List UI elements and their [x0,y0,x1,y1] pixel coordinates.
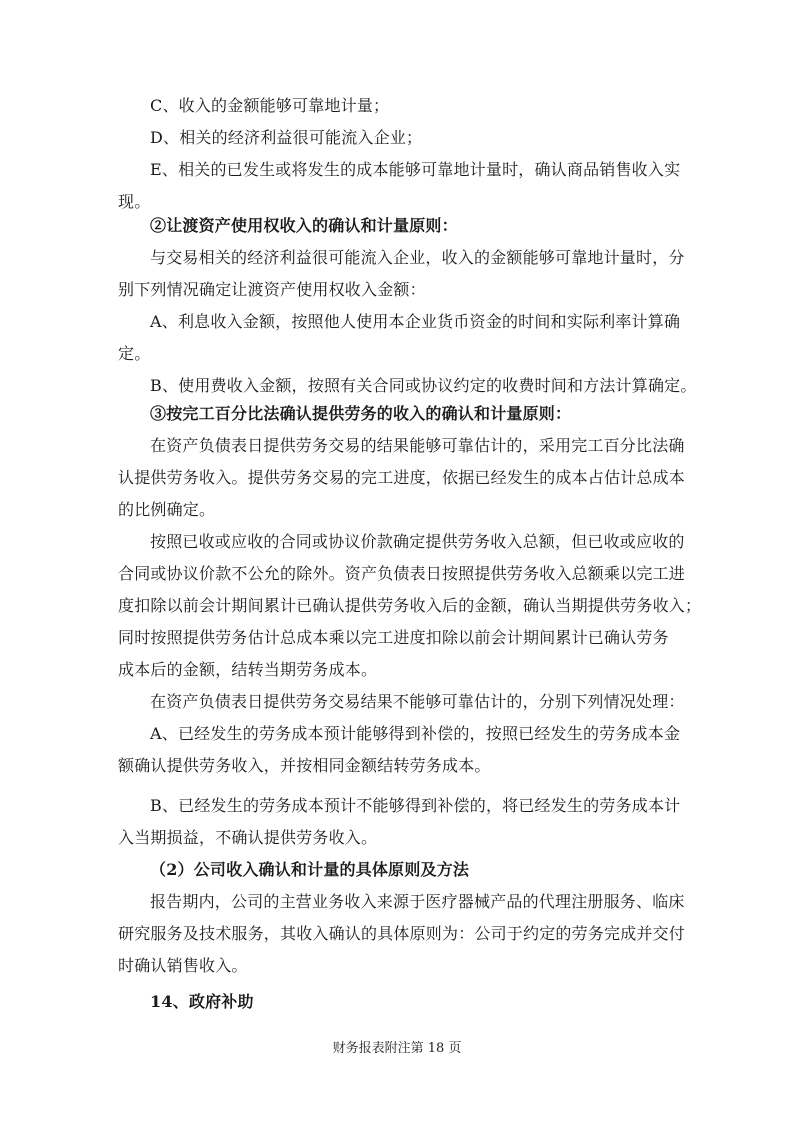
paragraph-line: 成本后的金额，结转当期劳务成本。 [118,660,378,679]
paragraph-line: 合同或协议价款不公允的除外。资产负债表日按照提供劳务收入总额乘以完工进 [118,564,686,583]
paragraph-line: 报告期内，公司的主营业务收入来源于医疗器械产品的代理注册服务、临床 [150,892,685,911]
paragraph-line: 在资产负债表日提供劳务交易结果不能够可靠估计的，分别下列情况处理： [150,692,685,711]
paragraph-line: B、已经发生的劳务成本预计不能够得到补偿的，将已经发生的劳务成本计 [150,796,681,815]
paragraph-line: A、已经发生的劳务成本预计能够得到补偿的，按照已经发生的劳务成本金 [150,724,681,743]
section-heading: ③按完工百分比法确认提供劳务的收入的确认和计量原则： [150,404,572,423]
paragraph-line: A、利息收入金额，按照他人使用本企业货币资金的时间和实际利率计算确 [150,312,681,331]
paragraph-line: 度扣除以前会计期间累计已确认提供劳务收入后的金额，确认当期提供劳务收入； [118,596,702,615]
paragraph-line: 额确认提供劳务收入，并按相同金额结转劳务成本。 [118,756,491,775]
paragraph-line: 的比例确定。 [118,500,216,519]
paragraph-line: 在资产负债表日提供劳务交易的结果能够可靠估计的，采用完工百分比法确 [150,436,685,455]
paragraph-line: 入当期损益，不确认提供劳务收入。 [118,828,378,847]
paragraph-line: 与交易相关的经济利益很可能流入企业，收入的金额能够可靠地计量时，分 [150,248,685,267]
paragraph-line: 研究服务及技术服务，其收入确认的具体原则为：公司于约定的劳务完成并交付 [118,924,686,943]
paragraph-line: 别下列情况确定让渡资产使用权收入金额： [118,280,426,299]
paragraph-line: C、收入的金额能够可靠地计量； [150,96,390,115]
paragraph-line: B、使用费收入金额，按照有关合同或协议约定的收费时间和方法计算确定。 [150,376,697,395]
page-footer: 财务报表附注第 18 页 [332,1041,462,1056]
paragraph-line: 定。 [118,344,151,363]
section-heading: ②让渡资产使用权收入的确认和计量原则： [150,216,458,235]
paragraph-line: E、相关的已发生或将发生的成本能够可靠地计量时，确认商品销售收入实 [150,160,681,179]
paragraph-line: D、相关的经济利益很可能流入企业； [150,128,423,147]
paragraph-line: 现。 [118,192,151,211]
paragraph-line: 认提供劳务收入。提供劳务交易的完工进度，依据已经发生的成本占估计总成本 [118,468,686,487]
section-heading: 14、政府补助 [150,992,254,1011]
section-heading: （2）公司收入确认和计量的具体原则及方法 [150,860,470,879]
paragraph-line: 时确认销售收入。 [118,956,248,975]
paragraph-line: 按照已收或应收的合同或协议价款确定提供劳务收入总额，但已收或应收的 [150,532,685,551]
paragraph-line: 同时按照提供劳务估计总成本乘以完工进度扣除以前会计期间累计已确认劳务 [118,628,669,647]
